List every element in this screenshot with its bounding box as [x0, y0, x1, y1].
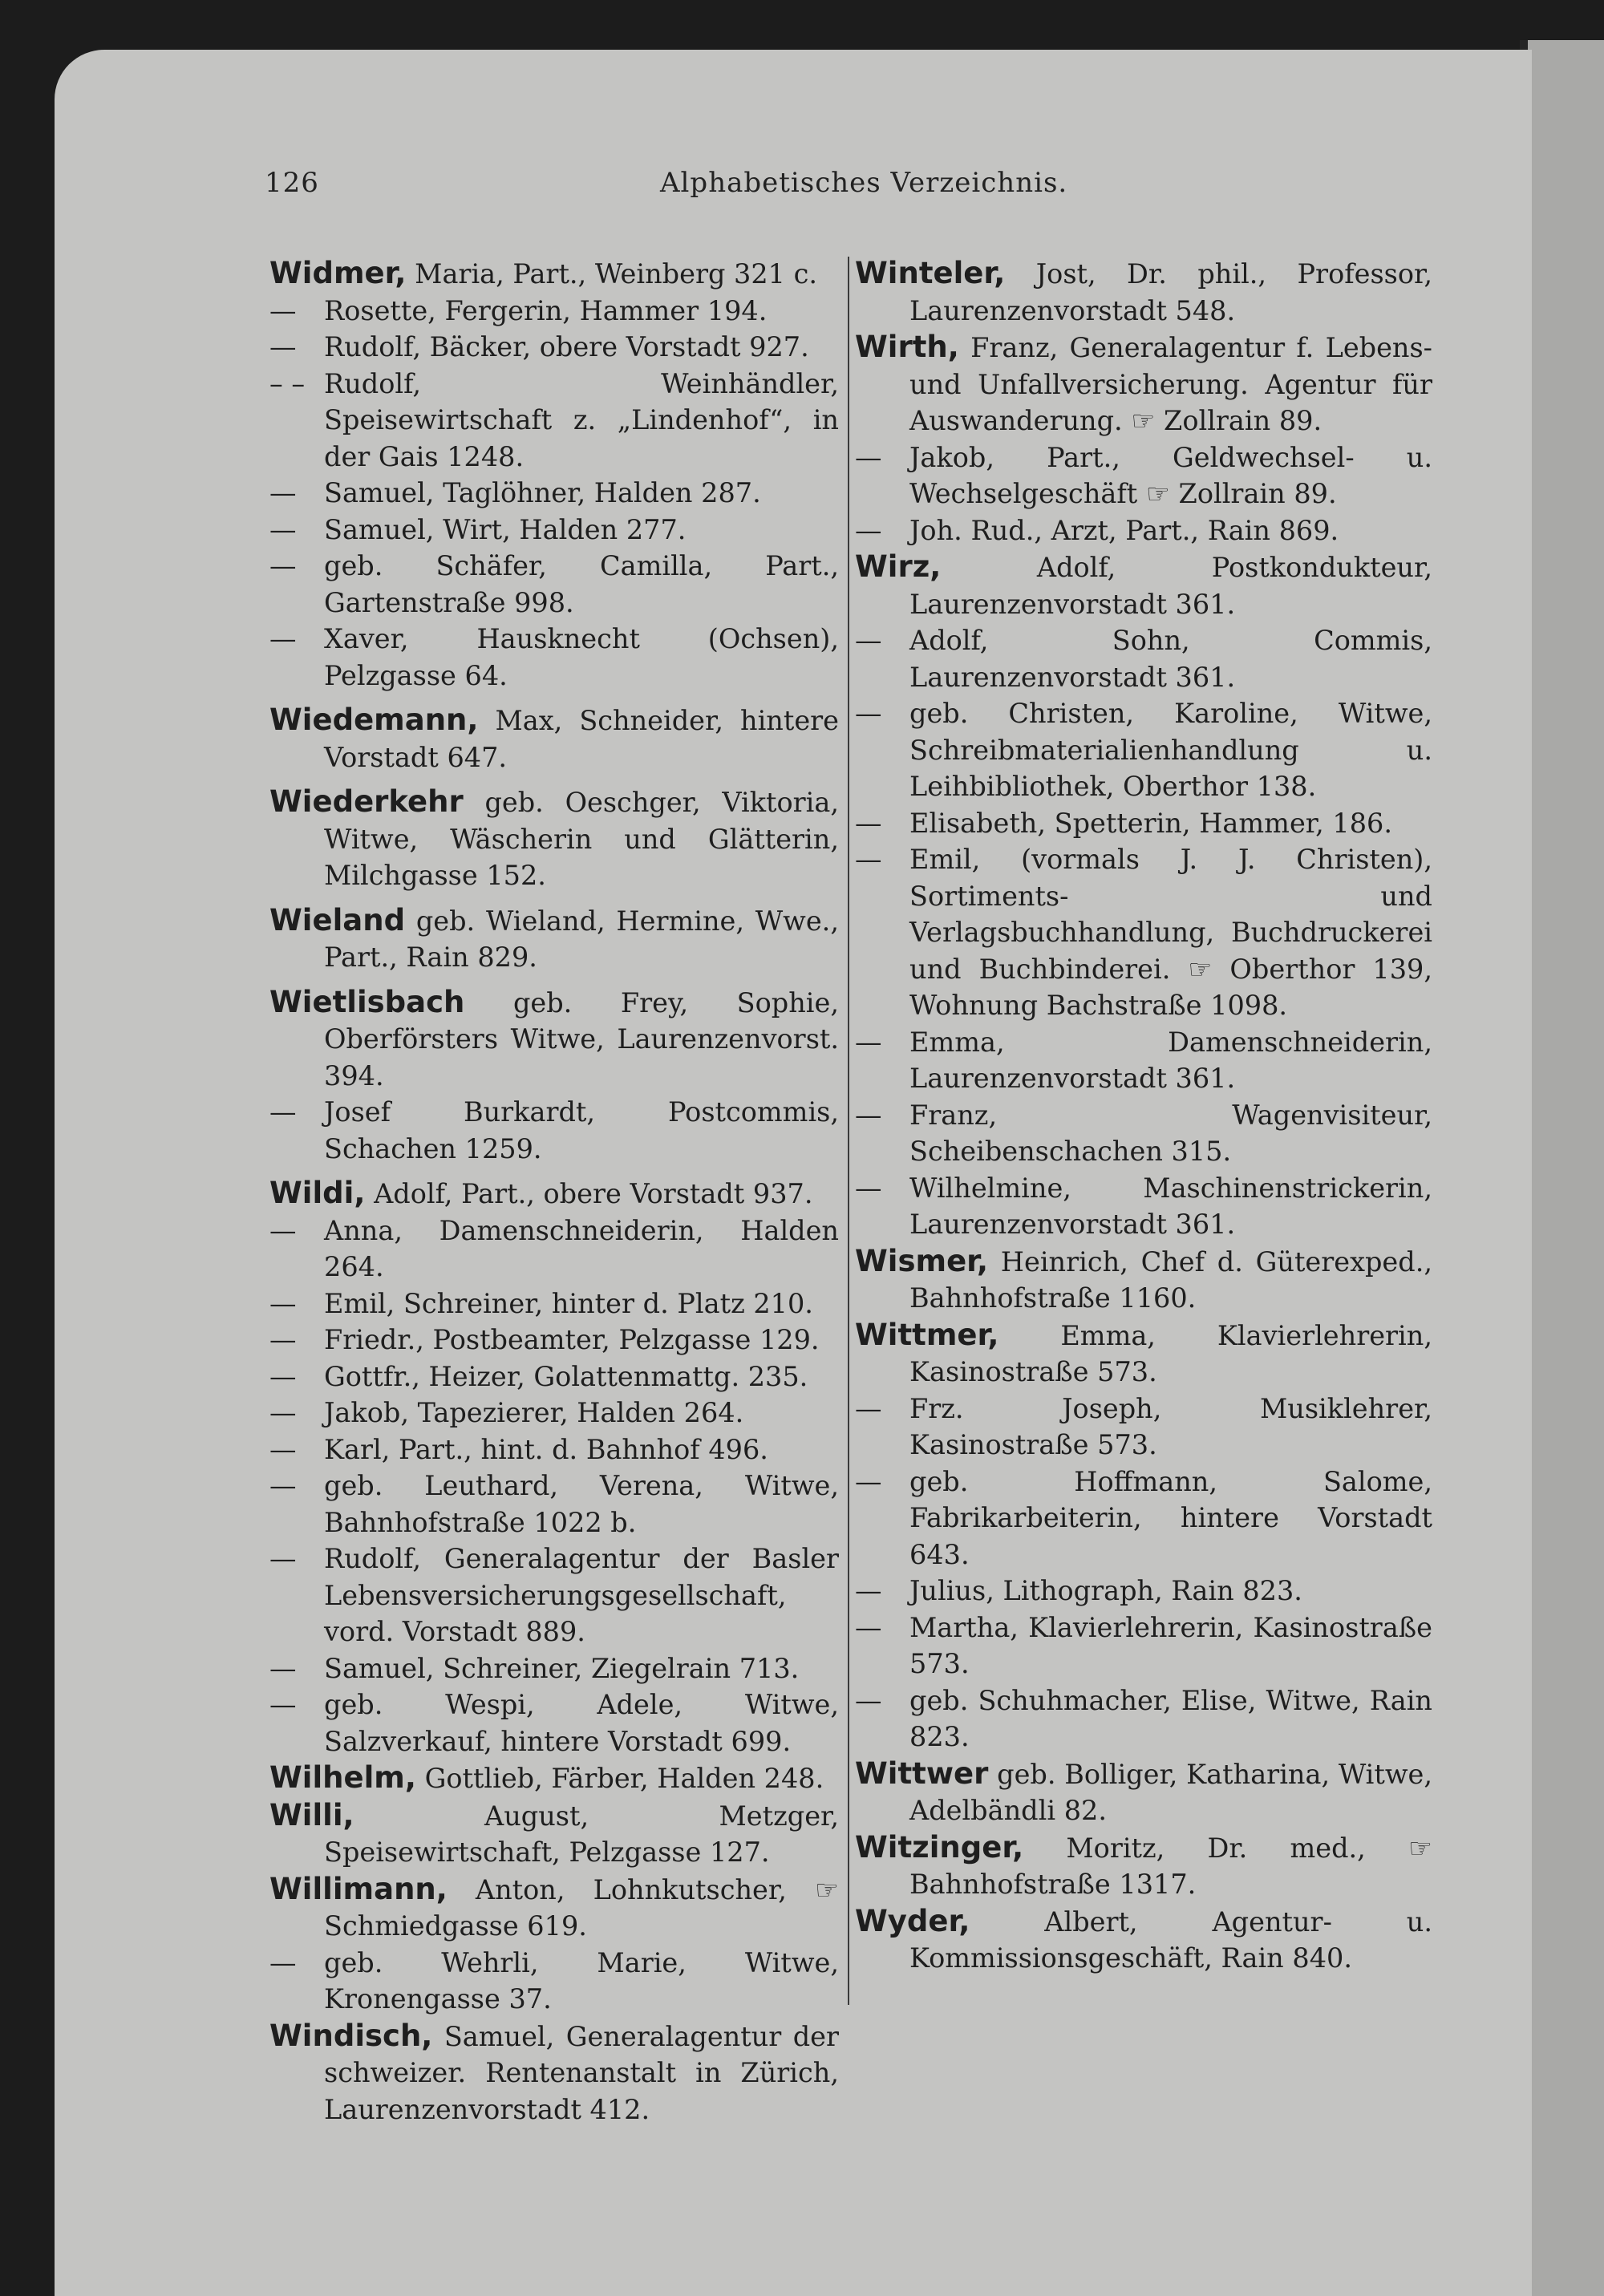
ditto-dash: —: [269, 1689, 297, 1720]
directory-entry: [269, 293, 839, 330]
entry-text: Samuel, Taglöhner, Halden 287.: [324, 477, 761, 508]
ditto-dash: —: [269, 1652, 297, 1684]
ditto-dash: —: [855, 1684, 882, 1716]
right-column: [855, 255, 1432, 1977]
directory-entry: [855, 1024, 1432, 1097]
ditto-dash: —: [855, 844, 882, 875]
entry-text: geb. Christen, Karoline, Witwe, Schreibmaterialienhandlung u. Leihbibliothek, Oberthor 138.: [909, 698, 1432, 802]
entry-text: Samuel, Wirt, Halden 277.: [324, 513, 687, 545]
entry-text: August, Metzger, Speisewirtschaft, Pelzgasse 127.: [324, 1800, 839, 1868]
directory-entry: [269, 1395, 839, 1431]
directory-entry: [269, 1213, 839, 1286]
directory-entry: [855, 695, 1432, 805]
entry-text: Maria, Part., Weinberg 321 c.: [415, 258, 818, 290]
entry-text: Josef Burkardt, Postcommis, Schachen 1259.: [324, 1096, 839, 1164]
entry-text: Jakob, Part., Geldwechsel- u. Wechselgeschäft ☞ Zollrain 89.: [909, 441, 1432, 509]
ditto-dash: —: [855, 1026, 882, 1058]
directory-entry: [855, 805, 1432, 842]
ditto-dash: —: [855, 807, 882, 839]
directory-entry: [269, 366, 839, 476]
directory-entry: [855, 512, 1432, 549]
ditto-dash: —: [855, 514, 882, 546]
page-number: 126: [265, 167, 319, 199]
directory-entry: [269, 1687, 839, 1759]
entry-surname: Wilhelm,: [269, 1760, 416, 1795]
entry-text: Gottfr., Heizer, Golattenmattg. 235.: [324, 1360, 808, 1392]
directory-entry: [269, 512, 839, 549]
ditto-dash: —: [855, 1465, 882, 1497]
ditto-dash: —: [269, 294, 297, 326]
ditto-dash: —: [269, 1470, 297, 1501]
directory-entry: [855, 1829, 1432, 1903]
entry-text: Rudolf, Weinhändler, Speisewirtschaft z. „Lindenhof“, in der Gais 1248.: [324, 367, 839, 472]
ditto-dash: —: [269, 1946, 297, 1978]
entry-text: Max, Schneider, hintere Vorstadt 647.: [324, 705, 839, 773]
entry-surname: Willi,: [269, 1797, 354, 1832]
directory-entry: [269, 1468, 839, 1541]
entry-text: Frz. Joseph, Musiklehrer, Kasinostraße 573.: [909, 1392, 1432, 1460]
directory-entry: [855, 1573, 1432, 1610]
ditto-dash: —: [269, 550, 297, 581]
ditto-dash: —: [855, 441, 882, 473]
entry-surname: Wietlisbach: [269, 984, 465, 1019]
ditto-dash: —: [269, 477, 297, 508]
directory-entry: [855, 1755, 1432, 1829]
directory-entry: [269, 329, 839, 366]
directory-entry: [855, 1903, 1432, 1977]
entry-text: geb. Bolliger, Katharina, Witwe, Adelbändli 82.: [909, 1758, 1433, 1826]
entry-text: Friedr., Postbeamter, Pelzgasse 129.: [324, 1324, 820, 1355]
entry-text: geb. Oeschger, Viktoria, Witwe, Wäscherin und Glätterin, Milchgasse 152.: [324, 787, 839, 891]
ditto-dash: —: [855, 1611, 882, 1643]
directory-entry: [269, 1945, 839, 2018]
ditto-dash: – –: [269, 367, 306, 399]
ditto-dash: —: [269, 1214, 297, 1246]
entry-surname: Wildi,: [269, 1176, 366, 1210]
entry-text: Julius, Lithograph, Rain 823.: [909, 1575, 1302, 1606]
directory-entry: [269, 2018, 839, 2128]
entry-text: Emma, Klavierlehrerin, Kasinostraße 573.: [909, 1319, 1432, 1387]
directory-entry: [855, 1243, 1432, 1317]
entry-text: geb. Wehrli, Marie, Witwe, Kronengasse 37.: [324, 1946, 839, 2015]
entry-text: Heinrich, Chef d. Güterexped., Bahnhofstraße 1160.: [909, 1245, 1432, 1314]
entry-surname: Winteler,: [855, 256, 1006, 290]
ditto-dash: —: [269, 513, 297, 545]
entry-surname: Wirz,: [855, 549, 942, 584]
ditto-dash: —: [855, 1575, 882, 1606]
directory-entry: [855, 329, 1432, 439]
entry-text: geb. Wieland, Hermine, Wwe., Part., Rain 829.: [324, 905, 839, 973]
directory-entry: [855, 439, 1432, 512]
entry-text: Jost, Dr. phil., Professor, Laurenzenvorstadt 548.: [909, 258, 1433, 326]
entry-text: Samuel, Generalagentur der schweizer. Rentenanstalt in Zürich, Laurenzenvorstadt 412.: [324, 2020, 839, 2125]
entry-surname: Widmer,: [269, 256, 407, 290]
ditto-dash: —: [269, 1433, 297, 1465]
directory-entry: [855, 1610, 1432, 1683]
directory-entry: [855, 1683, 1432, 1755]
directory-entry: [269, 621, 839, 694]
ditto-dash: —: [269, 1287, 297, 1319]
directory-entry: [855, 622, 1432, 695]
page-title: Alphabetisches Verzeichnis.: [660, 167, 1068, 199]
entry-text: Xaver, Hausknecht (Ochsen), Pelzgasse 64.: [324, 623, 839, 691]
directory-entry: [855, 841, 1432, 1024]
entry-text: Samuel, Schreiner, Ziegelrain 713.: [324, 1652, 800, 1684]
ditto-dash: —: [269, 623, 297, 654]
directory-entry: [269, 1871, 839, 1945]
entry-text: Joh. Rud., Arzt, Part., Rain 869.: [909, 514, 1339, 546]
directory-entry: [269, 255, 839, 293]
entry-text: Adolf, Postkondukteur, Laurenzenvorstadt 361.: [909, 552, 1432, 620]
entry-text: Rudolf, Generalagentur der Basler Lebensversicherungsgesellschaft, vord. Vorstadt 889.: [324, 1543, 839, 1647]
entry-text: Franz, Generalagentur f. Lebens- und Unfallversicherung. Agentur für Auswanderung. ☞ Zollrain 89.: [909, 332, 1432, 436]
entry-surname: Wyder,: [855, 1903, 970, 1938]
entry-surname: Wieland: [269, 902, 406, 937]
directory-entry: [855, 1391, 1432, 1464]
entry-text: Emma, Damenschneiderin, Laurenzenvorstadt 361.: [909, 1026, 1432, 1094]
entry-text: Martha, Klavierlehrerin, Kasinostraße 573.: [909, 1611, 1432, 1679]
directory-entry: [269, 1759, 839, 1797]
ditto-dash: —: [269, 1324, 297, 1355]
entry-text: Rudolf, Bäcker, obere Vorstadt 927.: [324, 331, 809, 362]
directory-entry: [269, 1541, 839, 1650]
entry-text: geb. Frey, Sophie, Oberförsters Witwe, Laurenzenvorst. 394.: [324, 986, 839, 1091]
directory-entry: [269, 1094, 839, 1167]
entry-text: Adolf, Sohn, Commis, Laurenzenvorstadt 361.: [909, 625, 1432, 693]
directory-entry: [269, 702, 839, 775]
directory-entry: [269, 1797, 839, 1871]
entry-surname: Wittwer: [855, 1755, 989, 1791]
entry-surname: Witzinger,: [855, 1829, 1024, 1865]
entry-text: Rosette, Fergerin, Hammer 194.: [324, 294, 768, 326]
directory-entry: [269, 784, 839, 894]
ditto-dash: —: [855, 698, 882, 729]
directory-entry: [855, 1170, 1432, 1243]
directory-entry: [269, 548, 839, 621]
ditto-dash: —: [855, 1099, 882, 1131]
entry-text: Emil, (vormals J. J. Christen), Sortiments- und Verlagsbuchhandlung, Buchdruckerei und Buchbinderei. ☞ Oberthor 139, Wohnung Bachstraße 1098.: [909, 844, 1432, 1021]
entry-text: Adolf, Part., obere Vorstadt 937.: [374, 1178, 813, 1209]
directory-entry: [855, 255, 1432, 329]
entry-text: Franz, Wagenvisiteur, Scheibenschachen 315.: [909, 1099, 1432, 1167]
entry-surname: Wittmer,: [855, 1317, 999, 1352]
directory-entry: [269, 1359, 839, 1395]
left-column: [269, 255, 839, 2128]
ditto-dash: —: [269, 331, 297, 362]
entry-text: Albert, Agentur- u. Kommissionsgeschäft, Rain 840.: [909, 1905, 1433, 1974]
entry-surname: Willimann,: [269, 1871, 448, 1906]
ditto-dash: —: [855, 625, 882, 656]
entry-text: geb. Schäfer, Camilla, Part., Gartenstraße 998.: [324, 550, 839, 618]
entry-surname: Windisch,: [269, 2018, 433, 2053]
entry-surname: Wismer,: [855, 1243, 989, 1278]
entry-text: geb. Leuthard, Verena, Witwe, Bahnhofstraße 1022 b.: [324, 1470, 839, 1538]
ditto-dash: —: [855, 1392, 882, 1424]
entry-text: Emil, Schreiner, hinter d. Platz 210.: [324, 1287, 813, 1319]
entry-surname: Wirth,: [855, 330, 959, 364]
directory-entry: [269, 984, 839, 1095]
entry-surname: Wiedemann,: [269, 703, 479, 737]
directory-entry: [269, 1431, 839, 1468]
facing-page-edge: [1528, 40, 1604, 2296]
ditto-dash: —: [269, 1543, 297, 1574]
column-divider: [848, 257, 849, 2005]
ditto-dash: —: [269, 1360, 297, 1392]
entry-text: Moritz, Dr. med., ☞ Bahnhofstraße 1317.: [909, 1832, 1432, 1900]
directory-entry: [269, 902, 839, 976]
entry-text: Anton, Lohnkutscher, ☞ Schmiedgasse 619.: [324, 1873, 839, 1942]
entry-text: Jakob, Tapezierer, Halden 264.: [324, 1397, 744, 1428]
entry-text: Gottlieb, Färber, Halden 248.: [424, 1763, 824, 1794]
directory-entry: [855, 1464, 1432, 1573]
ditto-dash: —: [269, 1096, 297, 1128]
entry-text: geb. Wespi, Adele, Witwe, Salzverkauf, hintere Vorstadt 699.: [324, 1689, 839, 1757]
directory-entry: [269, 475, 839, 512]
ditto-dash: —: [855, 1172, 882, 1204]
directory-entry: [269, 1286, 839, 1322]
entry-text: Elisabeth, Spetterin, Hammer, 186.: [909, 807, 1392, 839]
entry-text: geb. Schuhmacher, Elise, Witwe, Rain 823.: [909, 1684, 1432, 1752]
directory-entry: [855, 1097, 1432, 1170]
entry-text: Wilhelmine, Maschinenstrickerin, Laurenzenvorstadt 361.: [909, 1172, 1432, 1240]
entry-surname: Wiederkehr: [269, 784, 464, 819]
ditto-dash: —: [269, 1397, 297, 1428]
entry-text: Karl, Part., hint. d. Bahnhof 496.: [324, 1433, 768, 1465]
entry-text: geb. Hoffmann, Salome, Fabrikarbeiterin, hintere Vorstadt 643.: [909, 1465, 1432, 1570]
entry-text: Anna, Damenschneiderin, Halden 264.: [324, 1214, 839, 1282]
directory-entry: [269, 1175, 839, 1213]
directory-entry: [269, 1650, 839, 1687]
directory-entry: [855, 549, 1432, 622]
directory-entry: [269, 1322, 839, 1359]
directory-entry: [855, 1317, 1432, 1391]
